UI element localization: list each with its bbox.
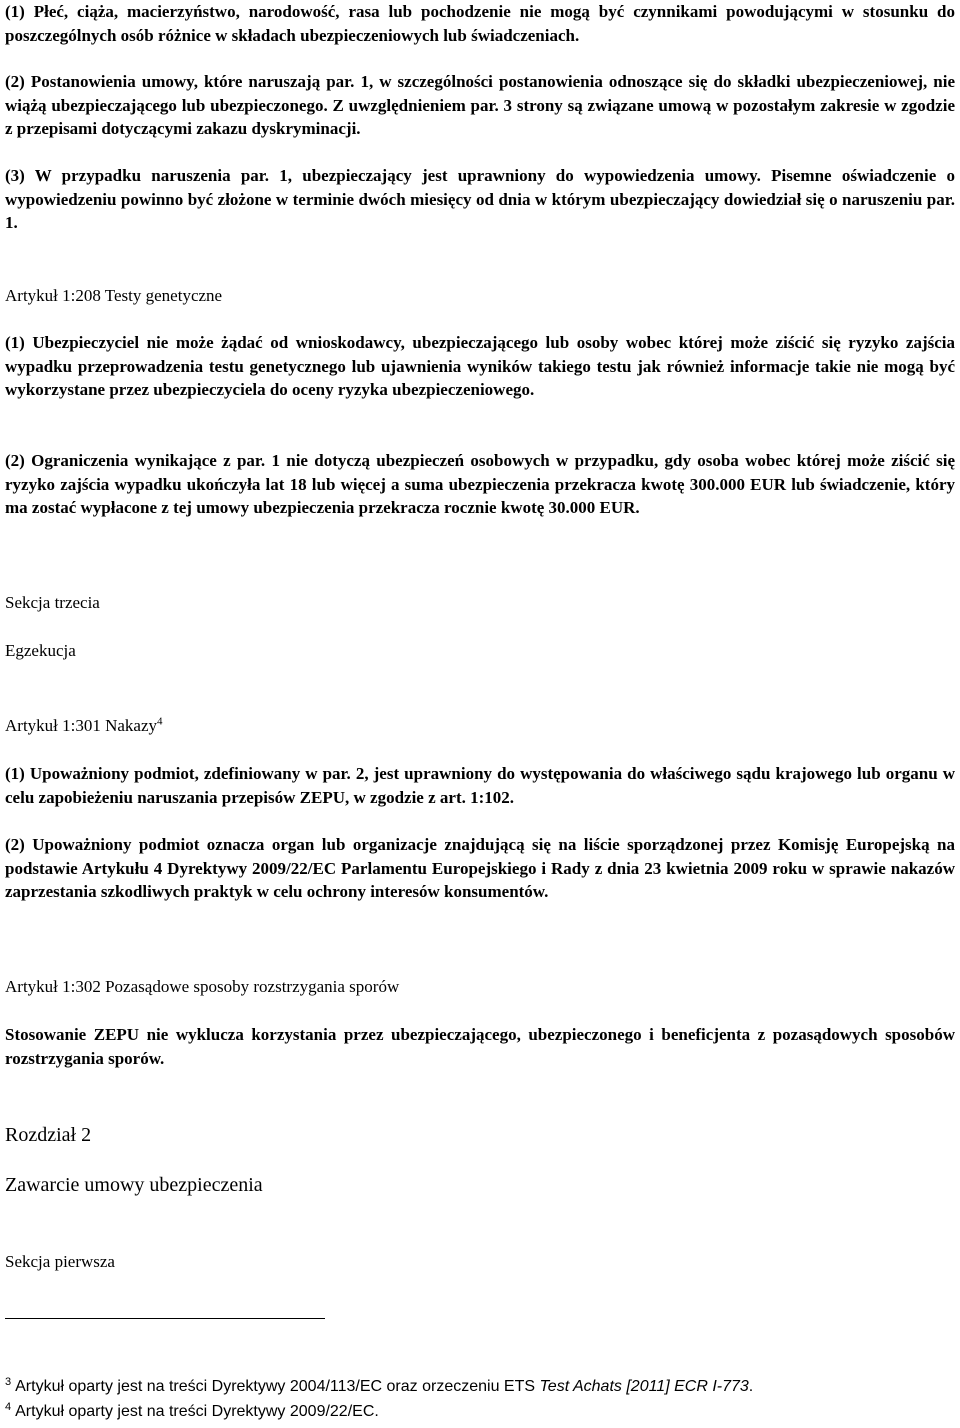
article-302-heading: Artykuł 1:302 Pozasądowe sposoby rozstrzygania sporów <box>5 977 400 996</box>
footnote-separator <box>5 1318 325 1319</box>
footnote-3-text: Artykuł oparty jest na treści Dyrektywy 2004/113/EC oraz orzeczeniu ETS <box>15 1378 540 1395</box>
paragraph-contract-provisions: (2) Postanowienia umowy, które naruszają par. 1, w szczególności postanowienia odnoszące się do składki ubezpieczeniowej, nie wiążą ubezpieczającego lub ubezpieczonego. Z uwzględnieniem par. 3 strony są związane umową w pozostałym zakresie w zgodzie z przepisami dotyczącymi zakazu dyskryminacji. <box>5 72 955 138</box>
footnote-4-text: Artykuł oparty jest na treści Dyrektywy 2009/22/EC. <box>15 1403 379 1420</box>
paragraph-injunctions-1: (1) Upoważniony podmiot, zdefiniowany w par. 2, jest uprawniony do występowania do właściwego sądu krajowego lub organu w celu zapobieżeniu naruszania przepisów ZEPU, w zgodzie z art. 1:102. <box>5 764 955 807</box>
paragraph-dispute-resolution: Stosowanie ZEPU nie wyklucza korzystania przez ubezpieczającego, ubezpieczonego i beneficjenta z pozasądowych sposobów rozstrzygania sporów. <box>5 1025 955 1068</box>
article-208-heading: Artykuł 1:208 Testy genetyczne <box>5 286 223 305</box>
chapter-two-heading: Rozdział 2 <box>5 1124 92 1146</box>
footnote-4-number: 4 <box>5 1400 12 1413</box>
article-301-heading <box>5 714 163 738</box>
footnote-3 <box>5 1377 753 1397</box>
footnote-3-number: 3 <box>5 1375 12 1388</box>
footnote-ref-4[interactable]: 4 <box>157 715 163 728</box>
section-one-heading: Sekcja pierwsza <box>5 1252 115 1271</box>
footnote-3-end: . <box>748 1378 754 1395</box>
section-three-heading: Sekcja trzecia <box>5 593 100 612</box>
paragraph-genetic-tests-1: (1) Ubezpieczyciel nie może żądać od wnioskodawcy, ubezpieczającego lub osoby wobec której może ziścić się ryzyko zajścia wypadku przeprowadzenia testu genetycznego lub ujawnienia wyników takiego testu jak również informacje takie nie mogą być wykorzystane przez ubezpieczyciela do oceny ryzyka ubezpieczeniowego. <box>5 333 955 399</box>
section-three-title: Egzekucja <box>5 641 76 660</box>
paragraph-gender-discrimination: (1) Płeć, ciąża, macierzyństwo, narodowość, rasa lub pochodzenie nie mogą być czynnikami powodującymi w stosunku do poszczególnych osób różnice w składach ubezpieczeniowych lub świadczeniach. <box>5 2 955 45</box>
paragraph-genetic-tests-2: (2) Ograniczenia wynikające z par. 1 nie dotyczą ubezpieczeń osobowych w przypadku, gdy osoba wobec której może ziścić się ryzyko zajścia wypadku ukończyła lat 18 lub więcej a suma ubezpieczenia przekracza kwotę 300.000 EUR lub świadczenie, który ma zostać wypłacone z tej umowy ubezpieczenia przekracza rocznie kwotę 30.000 EUR. <box>5 451 955 517</box>
article-301-title: Artykuł 1:301 Nakazy <box>5 716 158 735</box>
paragraph-termination-right: (3) W przypadku naruszenia par. 1, ubezpieczający jest uprawniony do wypowiedzenia umowy. Pisemne oświadczenie o wypowiedzeniu powinno być złożone w terminie dwóch miesięcy od dnia w którym ubezpieczający dowiedział się o naruszeniu par. 1. <box>5 166 955 232</box>
footnote-3-citation: Test Achats [2011] ECR I-773 <box>539 1378 749 1395</box>
paragraph-injunctions-2: (2) Upoważniony podmiot oznacza organ lub organizacje znajdującą się na liście sporządzonej przez Komisję Europejską na podstawie Artykułu 4 Dyrektywy 2009/22/EC Parlamentu Europejskiego i Rady z dnia 23 kwietnia 2009 roku w sprawie nakazów zaprzestania szkodliwych praktyk w celu ochrony interesów konsumentów. <box>5 835 955 901</box>
footnote-4 <box>5 1402 379 1422</box>
chapter-two-title: Zawarcie umowy ubezpieczenia <box>5 1174 263 1196</box>
